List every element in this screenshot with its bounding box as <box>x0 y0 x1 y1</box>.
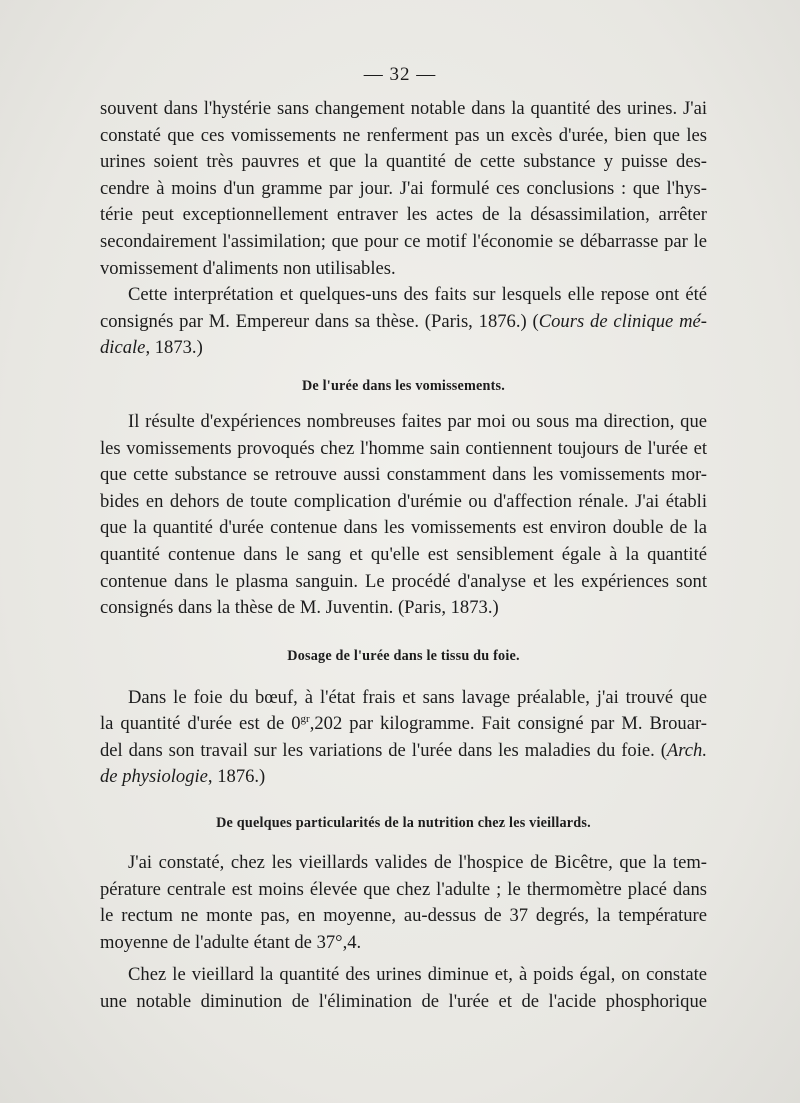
text-line: bides en dehors de toute complication d'urémie ou d'affection rénale. J'ai établi <box>100 490 707 512</box>
text-line: que cette substance se retrouve aussi constamment dans les vomissements mor- <box>100 464 707 486</box>
citation-italic: dicale <box>100 337 146 359</box>
page-number: — 32 — <box>363 64 437 85</box>
text-line: les vomissements provoqués chez l'homme sain contiennent toujours de l'urée et <box>100 437 707 459</box>
text-segment: , 1873.) <box>145 337 203 359</box>
text-line: Il résulte d'expériences nombreuses faites par moi ou sous ma direction, que <box>128 410 707 432</box>
text-line: le rectum ne monte pas, en moyenne, au-dessus de 37 degrés, la température <box>100 905 707 927</box>
text-line <box>100 764 707 791</box>
text-line: quantité contenue dans le sang et qu'elle est sensiblement égale à la quantité <box>100 543 707 565</box>
text-line: térie peut exceptionnellement entraver les actes de la désassimilation, arrêter <box>100 204 707 226</box>
citation-italic: Cours de clinique mé- <box>538 310 707 332</box>
text-line: J'ai constaté, chez les vieillards valides de l'hospice de Bicêtre, que la tem- <box>128 852 707 874</box>
text-segment: ,202 par kilogramme. Fait consigné par M. Brouar- <box>309 713 707 735</box>
text-line: Dans le foie du bœuf, à l'état frais et sans lavage préalable, j'ai trouvé que <box>128 686 707 708</box>
body-text <box>100 96 707 1016</box>
text-line <box>100 711 707 738</box>
section-heading-foie: Dosage de l'urée dans le tissu du foie. <box>287 647 520 664</box>
text-line: Chez le vieillard la quantité des urines diminue et, à poids égal, on constate <box>128 964 707 986</box>
section-heading-vomissements: De l'urée dans les vomissements. <box>301 377 506 394</box>
text-line: cendre à moins d'un gramme par jour. J'ai formulé ces conclusions : que l'hys- <box>100 177 707 199</box>
text-line <box>100 309 707 336</box>
text-line: secondairement l'assimilation; que pour ce motif l'économie se débarrasse par le <box>100 230 707 252</box>
text-line: Cette interprétation et quelques-uns des faits sur lesquels elle repose ont été <box>128 284 707 306</box>
citation-italic: de physiologie <box>100 766 208 788</box>
paragraph-uree-vomissements <box>100 409 707 622</box>
paragraph-urines-vieillard <box>100 962 707 1015</box>
paragraph-hysteria <box>100 96 707 282</box>
text-line: souvent dans l'hystérie sans changement notable dans la quantité des urines. J'ai <box>100 98 707 119</box>
paragraph-interpretation <box>100 282 707 362</box>
text-segment: la quantité d'urée est de 0 <box>100 713 301 735</box>
section-heading-vieillards: De quelques particularités de la nutrition chez les vieillards. <box>216 815 591 832</box>
text-line: que la quantité d'urée contenue dans les vomissements est environ double de la <box>100 517 707 539</box>
text-line <box>100 738 707 765</box>
text-segment: consignés par M. Empereur dans sa thèse. (Paris, 1876.) ( <box>100 310 539 332</box>
text-line: une notable diminution de l'élimination de l'urée et de l'acide phosphorique <box>100 991 707 1013</box>
text-line: contenue dans le plasma sanguin. Le procédé d'analyse et les expériences sont <box>100 570 707 592</box>
unit-superscript: gr <box>300 713 310 726</box>
text-line <box>100 335 707 362</box>
text-segment: , 1876.) <box>207 766 266 788</box>
citation-italic: Arch. <box>666 739 707 761</box>
text-segment: del dans son travail sur les variations de l'urée dans les maladies du foie. ( <box>100 739 667 761</box>
text-line: urines soient très pauvres et que la quantité de cette substance y puisse des- <box>100 151 707 173</box>
paragraph-foie <box>100 685 707 791</box>
text-line: moyenne de l'adulte étant de 37°,4. <box>100 931 362 953</box>
text-line: vomissement d'aliments non utilisables. <box>100 257 396 279</box>
text-line: pérature centrale est moins élevée que chez l'adulte ; le thermomètre placé dans <box>100 878 707 900</box>
text-line: constaté que ces vomissements ne renferment pas un excès d'urée, bien que les <box>100 124 707 146</box>
text-line: consignés dans la thèse de M. Juventin. (Paris, 1873.) <box>100 597 499 619</box>
paragraph-temperature <box>100 850 707 956</box>
